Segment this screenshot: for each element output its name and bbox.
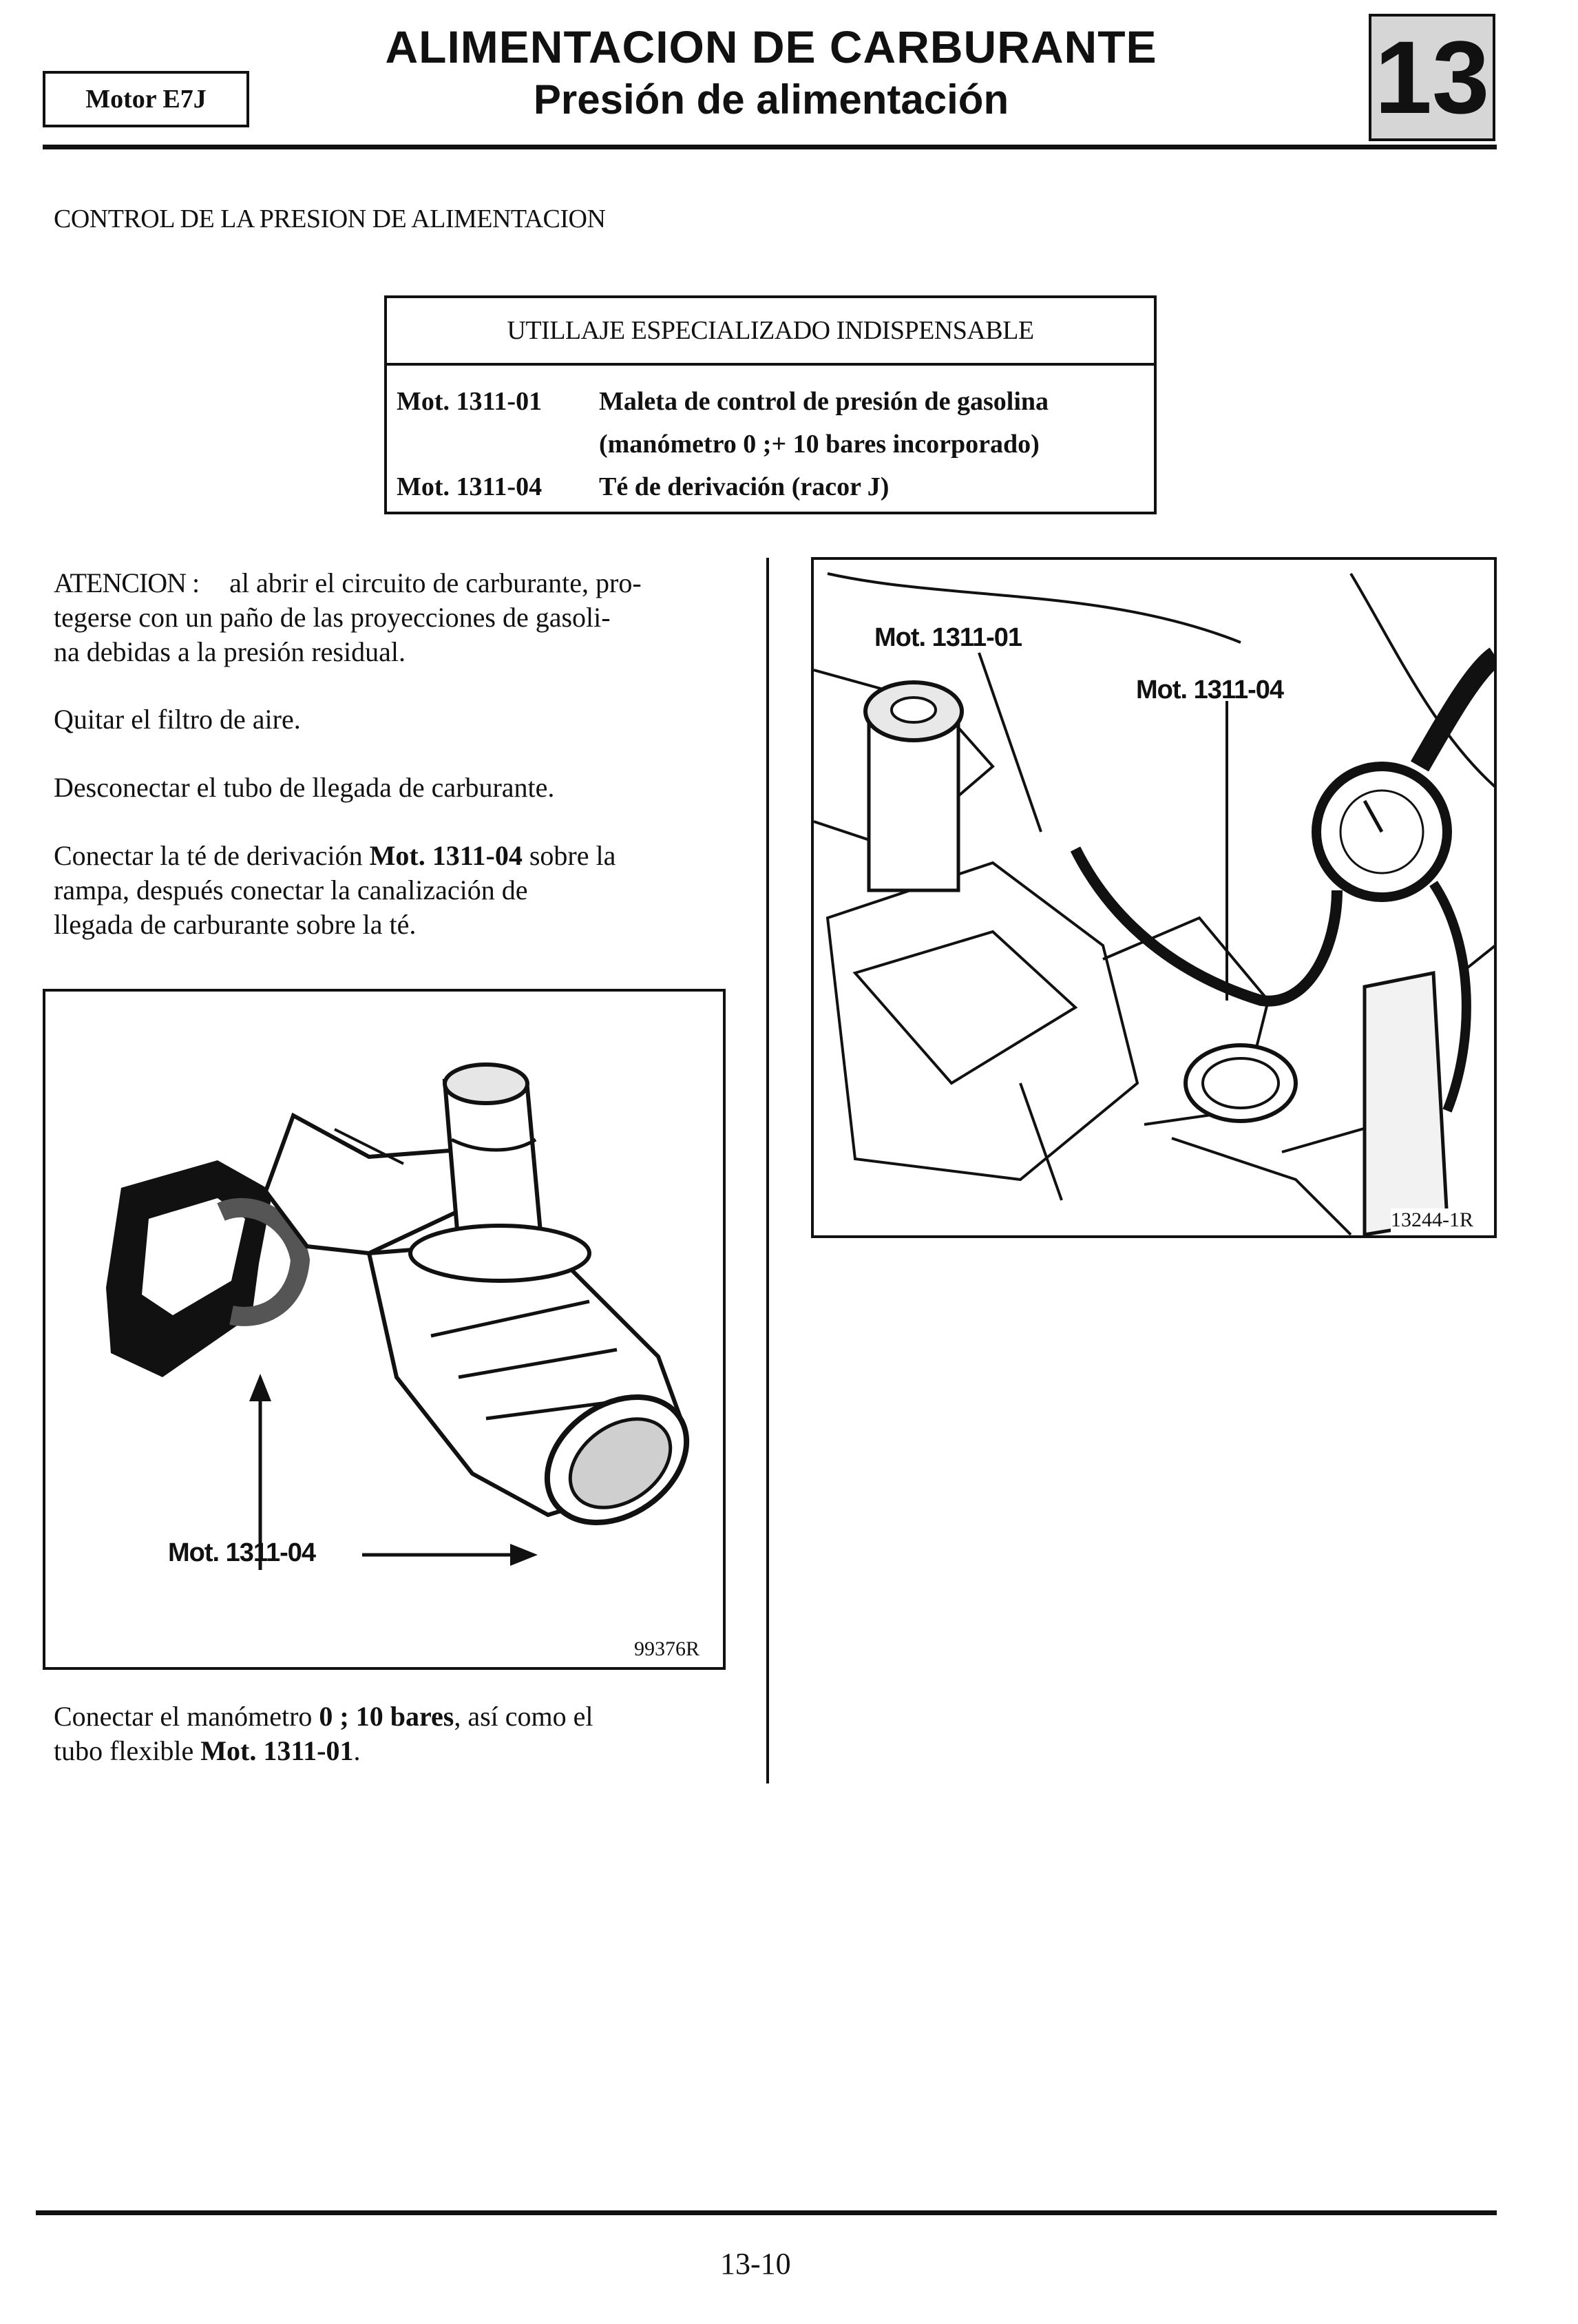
chapter-number: 13 [1374, 19, 1490, 135]
step3-line-3: llegada de carburante sobre la té. [54, 909, 417, 940]
step4-text-c: , así como el [454, 1701, 593, 1732]
tool-code-1: Mot. 1311-01 [397, 387, 543, 416]
engine-label-box [43, 71, 249, 127]
page-title: ALIMENTACION DE CARBURANTE [385, 21, 1157, 72]
special-tools-table [384, 295, 1157, 514]
tee-fitting-illustration [45, 992, 726, 1670]
step-disconnect-fuel-pipe: Desconectar el tubo de llegada de carburante. [54, 772, 555, 803]
tee-tool-label: Mot. 1311-04 [1136, 676, 1283, 704]
step4-gauge-range: 0 ; 10 bares [319, 1701, 454, 1732]
step4-tool-ref: Mot. 1311-01 [200, 1735, 354, 1766]
step3-tool-ref: Mot. 1311-04 [369, 840, 523, 871]
step3-line-2: rampa, después conectar la canalización de [54, 875, 528, 905]
step-connect-tee [54, 839, 715, 942]
figure-tee-fitting [43, 989, 726, 1670]
tool-desc-1-line1: Maleta de control de presión de gasolina [599, 387, 1049, 416]
page-number: 13-10 [720, 2247, 791, 2281]
attention-line-1: al abrir el circuito de carburante, pro- [229, 567, 642, 598]
column-divider [766, 558, 769, 1783]
tool-desc-1-line2: (manómetro 0 ;+ 10 bares incorporado) [599, 430, 1040, 459]
engine-label: Motor E7J [85, 85, 207, 114]
step4-line2-a: tubo flexible [54, 1735, 201, 1766]
step4-text-a: Conectar el manómetro [54, 1701, 319, 1732]
header-divider [43, 145, 1497, 149]
step-connect-gauge [54, 1699, 715, 1768]
attention-line-3: na debidas a la presión residual. [54, 636, 406, 667]
page-subtitle: Presión de alimentación [533, 76, 1009, 123]
tool-code-2: Mot. 1311-04 [397, 472, 543, 501]
attention-note [54, 566, 715, 669]
tee-figure-reference: 99376R [634, 1637, 700, 1660]
section-title: CONTROL DE LA PRESION DE ALIMENTACION [54, 205, 606, 233]
engine-bay-illustration [814, 560, 1497, 1238]
step-remove-air-filter: Quitar el filtro de aire. [54, 704, 301, 735]
gauge-case-tool-label: Mot. 1311-01 [874, 623, 1022, 652]
step3-text-c: sobre la [522, 840, 616, 871]
step3-text-a: Conectar la té de derivación [54, 840, 370, 871]
tee-fitting-tool-label: Mot. 1311-04 [168, 1538, 315, 1567]
footer-divider [36, 2210, 1497, 2215]
tool-desc-2: Té de derivación (racor J) [599, 472, 890, 501]
engine-figure-reference: 13244-1R [1391, 1208, 1473, 1231]
attention-label: ATENCION : [54, 567, 200, 598]
attention-line-2: tegerse con un paño de las proyecciones de gasoli- [54, 602, 611, 633]
figure-engine-pressure-gauge [811, 557, 1497, 1238]
step4-line2-c: . [353, 1735, 361, 1766]
chapter-number-box [1369, 14, 1495, 141]
tools-table-header: UTILLAJE ESPECIALIZADO INDISPENSABLE [387, 298, 1154, 366]
